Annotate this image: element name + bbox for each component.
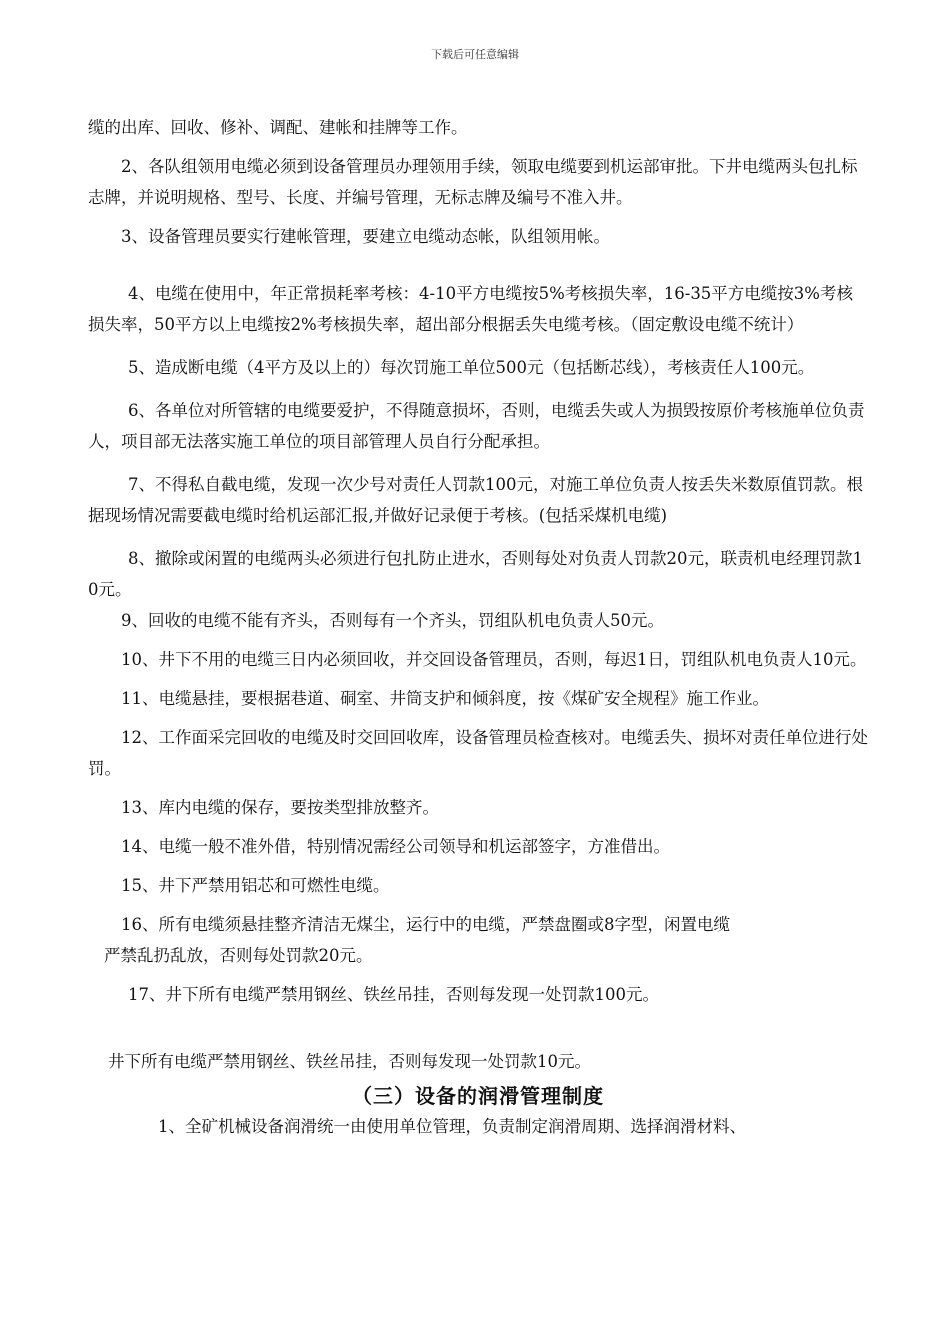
paragraph-item-13: 13、库内电缆的保存，要按类型排放整齐。 bbox=[121, 798, 439, 817]
paragraph-item-3: 3、设备管理员要实行建帐管理，要建立电缆动态帐，队组领用帐。 bbox=[121, 227, 610, 246]
paragraph-item-16-continuation: 严禁乱扔乱放，否则每处罚款20元。 bbox=[104, 946, 373, 965]
page-header: 下载后可任意编辑 bbox=[431, 48, 519, 61]
paragraph-item-4: 4、电缆在使用中，年正常损耗率考核：4-10平方电缆按5%考核损失率，16-35平方电缆按3%考核损失率，50平方以上电缆按2%考核损失率，超出部分根据丢失电缆考核。（固定敷设电缆不统计） bbox=[88, 284, 853, 334]
paragraph-item-9: 9、回收的电缆不能有齐头，否则每有一个齐头，罚组队机电负责人50元。 bbox=[121, 611, 664, 630]
section-title: （三）设备的润滑管理制度 bbox=[352, 1084, 604, 1108]
document-body bbox=[88, 112, 868, 1142]
paragraph-item-12: 12、工作面采完回收的电缆及时交回回收库，设备管理员检查核对。电缆丢失、损坏对责任单位进行处罚。 bbox=[88, 728, 868, 778]
paragraph-item-6: 6、各单位对所管辖的电缆要爱护，不得随意损坏，否则，电缆丢失或人为损毁按原价考核施单位负责人，项目部无法落实施工单位的项目部管理人员自行分配承担。 bbox=[88, 401, 865, 451]
paragraph-item-8: 8、撤除或闲置的电缆两头必须进行包扎防止进水，否则每处对负责人罚款20元，联责机电经理罚款10元。 bbox=[88, 549, 863, 599]
paragraph-item-14: 14、电缆一般不准外借，特别情况需经公司领导和机运部签字，方准借出。 bbox=[121, 837, 670, 856]
paragraph-note: 井下所有电缆严禁用钢丝、铁丝吊挂，否则每发现一处罚款10元。 bbox=[108, 1052, 591, 1071]
paragraph-item-5: 5、造成断电缆（4平方及以上的）每次罚施工单位500元（包括断芯线），考核责任人100元。 bbox=[128, 358, 815, 377]
paragraph-item-11: 11、电缆悬挂，要根据巷道、硐室、井筒支护和倾斜度，按《煤矿安全规程》施工作业。 bbox=[121, 689, 769, 708]
paragraph-item-16: 16、所有电缆须悬挂整齐清洁无煤尘，运行中的电缆，严禁盘圈或8字型，闲置电缆 bbox=[121, 915, 730, 934]
paragraph-item-2: 2、各队组领用电缆必须到设备管理员办理领用手续，领取电缆要到机运部审批。下井电缆两头包扎标志牌，并说明规格、型号、长度、并编号管理，无标志牌及编号不准入井。 bbox=[88, 157, 858, 207]
paragraph-item-10: 10、井下不用的电缆三日内必须回收，并交回设备管理员，否则，每迟1日，罚组队机电负责人10元。 bbox=[121, 650, 867, 669]
paragraph-item-15: 15、井下严禁用铝芯和可燃性电缆。 bbox=[121, 876, 390, 895]
paragraph-item-7: 7、不得私自截电缆，发现一次少号对责任人罚款100元，对施工单位负责人按丢失米数原值罚款。根据现场情况需要截电缆时给机运部汇报,并做好记录便于考核。(包括采煤机电缆) bbox=[88, 475, 863, 525]
section-paragraph-1: 1、全矿机械设备润滑统一由使用单位管理，负责制定润滑周期、选择润滑材料、 bbox=[158, 1117, 746, 1136]
paragraph-item-17: 17、井下所有电缆严禁用钢丝、铁丝吊挂，否则每发现一处罚款100元。 bbox=[128, 985, 659, 1004]
paragraph-continuation: 缆的出库、回收、修补、调配、建帐和挂牌等工作。 bbox=[88, 118, 468, 137]
